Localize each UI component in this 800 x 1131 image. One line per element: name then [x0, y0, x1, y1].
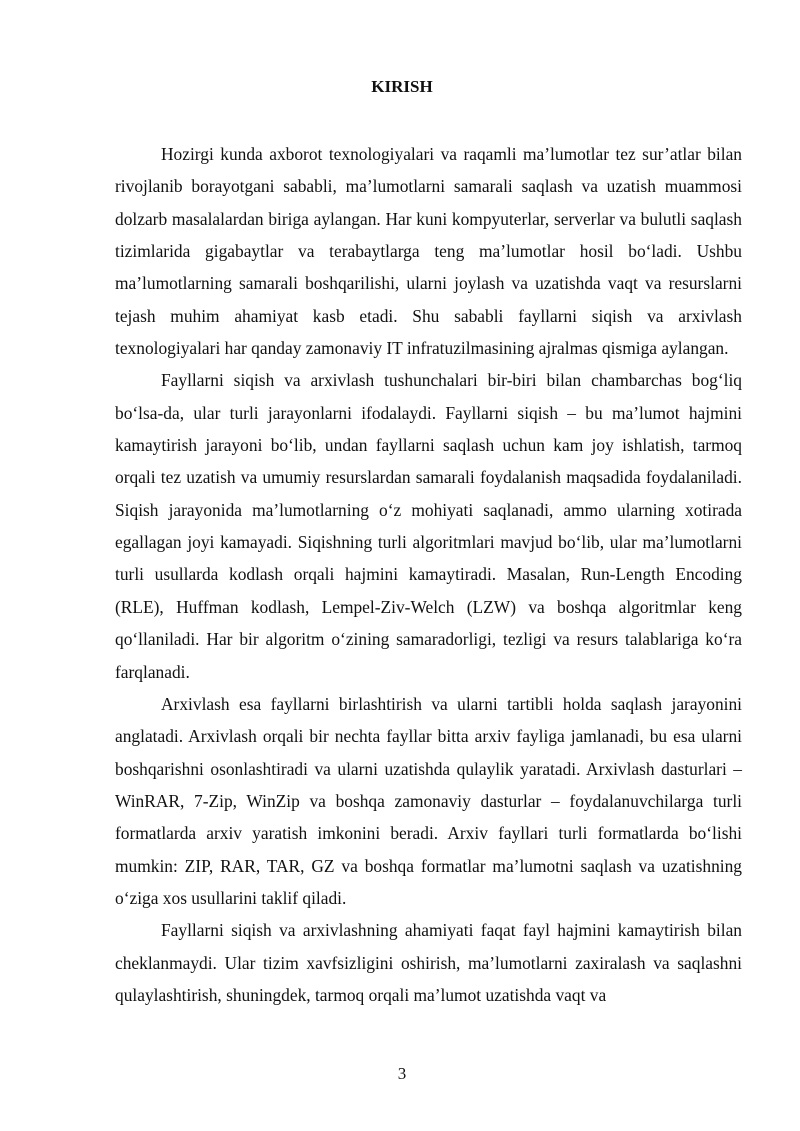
paragraph-3: Arxivlash esa fayllarni birlashtirish va ularni tartibli holda saqlash jarayonini anglatadi. Arxivlash orqali bir nechta fayllar bitta arxiv fayliga jamlanadi, bu esa ularni boshqarishni osonlashtiradi va ularni uzatishda qulaylik yaratadi. Arxivlash dasturlari – WinRAR, 7-Zip, WinZip va boshqa zamonaviy dasturlar – foydalanuvchilarga turli formatlarda arxiv yaratish imkonini beradi. Arxiv fayllari turli formatlarda bo‘lishi mumkin: ZIP, RAR, TAR, GZ va boshqa formatlar ma’lumotni saqlash va uzatishning o‘ziga xos usullarini taklif qiladi.: [115, 693, 742, 908]
paragraph-1: Hozirgi kunda axborot texnologiyalari va raqamli ma’lumotlar tez sur’atlar bilan rivojlanib borayotgani sababli, ma’lumotlarni samarali saqlash va uzatish muammosi dolzarb masalalardan biriga aylangan. Har kuni kompyuterlar, serverlar va bulutli saqlash tizimlarida gigabaytlar va terabaytlarga teng ma’lumotlar hosil bo‘ladi. Ushbu ma’lumotlarning samarali boshqarilishi, ularni joylash va uzatishda vaqt va resurslarni tejash muhim ahamiyat kasb etadi. Shu sababli fayllarni siqish va arxivlash texnologiyalari har qanday zamonaviy IT infratuzilmasining ajralmas qismiga aylangan.: [115, 144, 742, 359]
body-text: [115, 138, 742, 1011]
section-title: KIRISH: [371, 77, 433, 96]
paragraph-2: Fayllarni siqish va arxivlash tushunchalari bir-biri bilan chambarchas bog‘liq bo‘lsa-da, ular turli jarayonlarni ifodalaydi. Fayllarni siqish – bu ma’lumot hajmini kamaytirish jarayoni bo‘lib, undan fayllarni saqlash uchun kam joy ishlatish, tarmoq orqali tez uzatish va umumiy resurslardan samarali foydalanish maqsadida foydalaniladi. Siqish jarayonida ma’lumotlarning o‘z mohiyati saqlanadi, ammo ularning xotirada egallagan joyi kamayadi. Siqishning turli algoritmlari mavjud bo‘lib, ular ma’lumotlarni turli usullarda kodlash orqali hajmini kamaytiradi. Masalan, Run-Length Encoding (RLE), Huffman kodlash, Lempel-Ziv-Welch (LZW) va boshqa algoritmlar keng qo‘llaniladi. Har bir algoritm o‘zining samaradorligi, tezligi va resurs talablariga ko‘ra farqlanadi.: [115, 370, 742, 682]
paragraph-4: Fayllarni siqish va arxivlashning ahamiyati faqat fayl hajmini kamaytirish bilan cheklanmaydi. Ular tizim xavfsizligini oshirish, ma’lumotlarni zaxiralash va saqlashni qulaylashtirish, shuningdek, tarmoq orqali ma’lumot uzatishda vaqt va: [115, 920, 742, 1005]
page-number: 3: [397, 1064, 407, 1083]
